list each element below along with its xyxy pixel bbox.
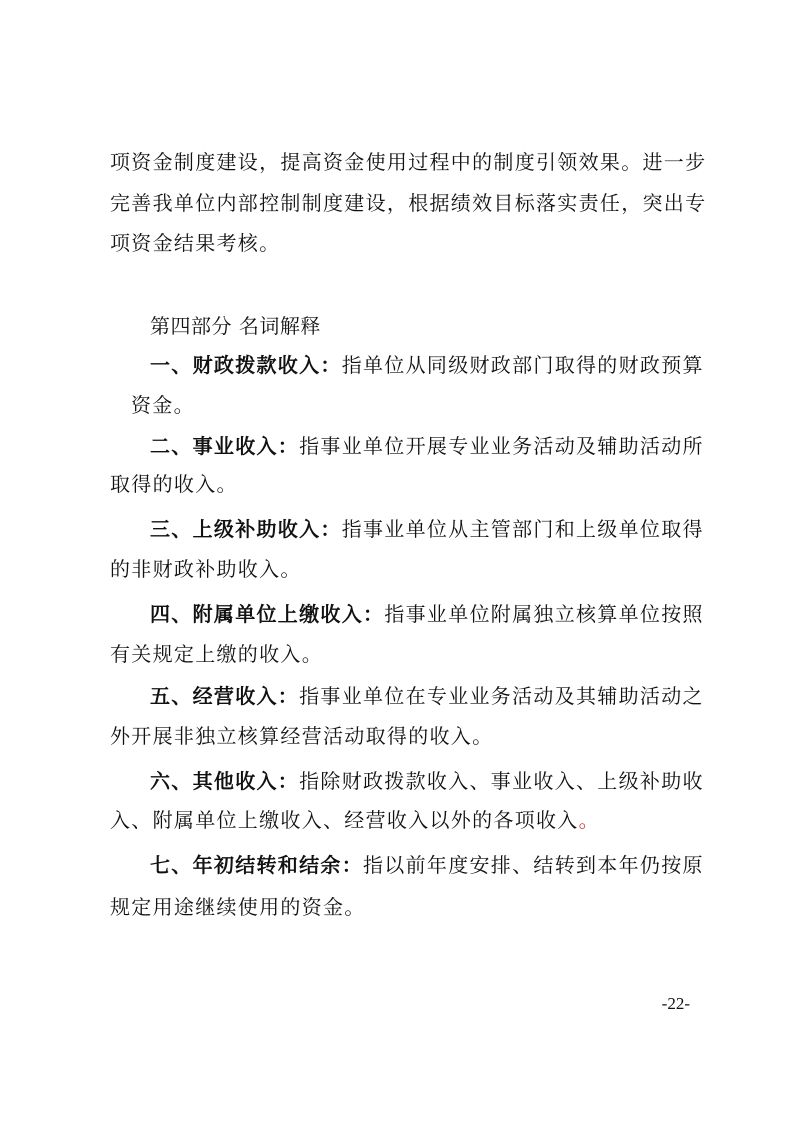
term-7-definition-start: 指以前年度安排、结转到本年仍按原: [363, 853, 704, 877]
term-1-line-1: [150, 351, 704, 379]
term-7-name: 七、年初结转和结余：: [150, 853, 363, 877]
intro-line-2: 完善我单位内部控制制度建设，根据绩效目标落实责任，突出专: [110, 191, 707, 215]
term-4-line-1: [150, 600, 704, 628]
term-1-name: 一、财政拨款收入：: [150, 353, 342, 377]
term-6-line-2: [110, 806, 690, 834]
intro-line-1: 项资金制度建设，提高资金使用过程中的制度引领效果。进一步: [110, 150, 707, 174]
term-6-definition-start: 指除财政拨款收入、事业收入、上级补助收: [299, 769, 704, 793]
term-2-name: 二、事业收入：: [150, 434, 300, 458]
term-3-name: 三、上级补助收入：: [150, 517, 342, 541]
term-2-line-1: [150, 432, 704, 460]
term-4-definition-start: 指事业单位附属独立核算单位按照: [384, 602, 704, 626]
term-1-line-2: 资金。: [131, 393, 195, 417]
term-7-line-2: 规定用途继续使用的资金。: [110, 895, 366, 919]
intro-line-3: 项资金结果考核。: [110, 231, 281, 255]
term-4-name: 四、附属单位上缴收入：: [150, 602, 385, 626]
term-2-definition-start: 指事业单位开展专业业务活动及辅助活动所: [299, 434, 704, 458]
term-6-line-1: [150, 767, 704, 795]
term-3-line-2: 的非财政补助收入。: [110, 557, 302, 581]
term-7-line-1: [150, 851, 704, 879]
term-4-line-2: 有关规定上缴的收入。: [110, 642, 323, 666]
term-5-name: 五、经营收入：: [150, 684, 300, 708]
term-6-definition-end: 入、附属单位上缴收入、经营收入以外的各项收入: [110, 808, 579, 832]
term-5-line-2: 外开展非独立核算经营活动取得的收入。: [110, 724, 494, 748]
term-6-name: 六、其他收入：: [150, 769, 300, 793]
term-1-definition-start: 指单位从同级财政部门取得的财政预算: [341, 353, 704, 377]
page-number: -22-: [661, 994, 690, 1013]
term-3-definition-start: 指事业单位从主管部门和上级单位取得: [341, 517, 704, 541]
section-heading: 第四部分 名词解释: [150, 314, 321, 338]
term-3-line-1: [150, 515, 704, 543]
term-5-line-1: [150, 682, 704, 710]
term-6-period: 。: [578, 808, 600, 832]
term-2-line-2: 取得的收入。: [110, 472, 238, 496]
term-5-definition-start: 指事业单位在专业业务活动及其辅助活动之: [299, 684, 704, 708]
